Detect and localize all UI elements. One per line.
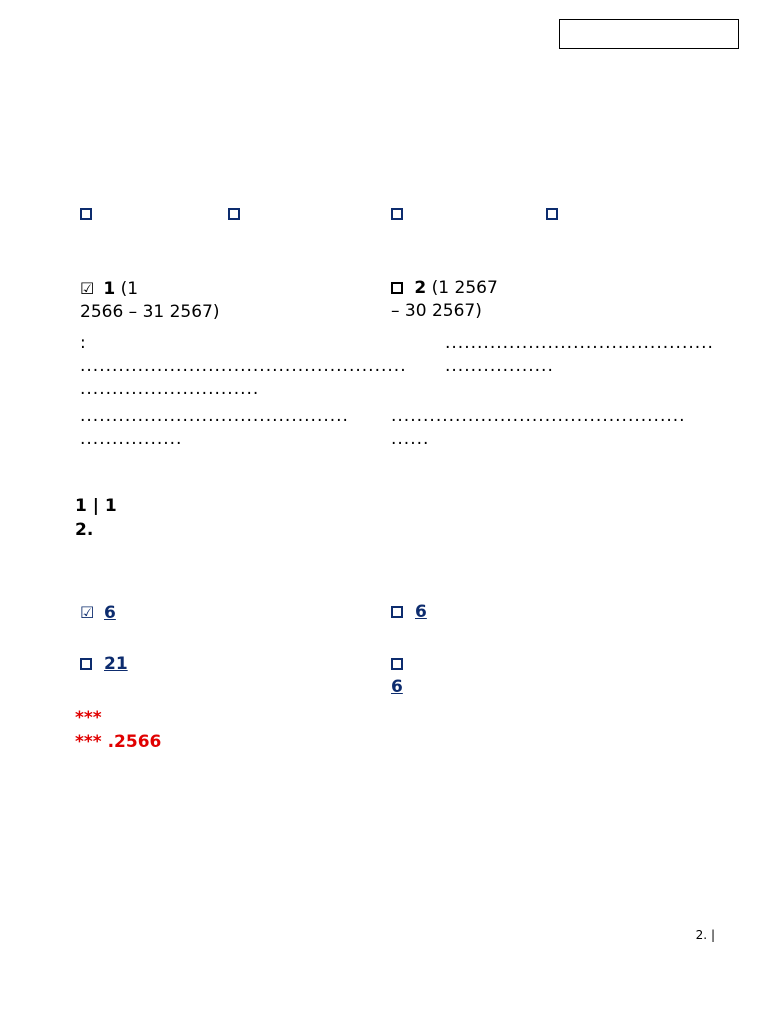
answer-4[interactable] (391, 653, 711, 699)
note-2-prefix: *** (75, 732, 102, 752)
field-2[interactable] (445, 332, 715, 378)
checked-box-icon[interactable]: ☑ (80, 603, 95, 622)
field-4-fill-line-2[interactable]: ...... (391, 429, 430, 449)
checkbox-icon[interactable] (391, 208, 403, 220)
title-line-3 (70, 114, 718, 138)
notes (75, 706, 715, 754)
checkbox-icon[interactable] (546, 208, 558, 220)
footer-separator: | (710, 928, 715, 942)
answer-4-number: 6 (391, 677, 403, 697)
name-field[interactable] (80, 332, 425, 401)
checkbox-icon[interactable] (80, 208, 92, 220)
field-3[interactable] (80, 405, 380, 451)
semester-1-number: 1 (103, 279, 116, 299)
semester-2-year-start: 2567 (454, 278, 498, 298)
title-line-4 (70, 138, 718, 162)
section-separator: | (92, 496, 99, 516)
answer-2-number: 6 (415, 602, 427, 622)
semester-1-year-start: 2566 – 31 (80, 302, 170, 322)
page-footer (70, 927, 715, 943)
checked-box-icon[interactable]: ☑ (80, 279, 95, 298)
note-2-end: .2566 (107, 732, 162, 752)
semester-2[interactable] (391, 277, 711, 323)
semester-1[interactable] (80, 277, 380, 324)
answer-1-number: 6 (104, 603, 116, 623)
semester-2-range-end: – 30 (391, 301, 432, 321)
option-2[interactable] (228, 203, 378, 226)
field-4[interactable] (391, 405, 711, 451)
semester-2-number: 2 (414, 278, 427, 298)
checkbox-icon[interactable] (391, 282, 403, 294)
section-number-2: 1 (104, 496, 117, 516)
field-2-fill-line-2[interactable]: ................. (445, 356, 554, 376)
name-fill-line-2[interactable]: ............................ (80, 379, 260, 399)
answer-1[interactable] (80, 601, 380, 625)
title-line-1 (70, 66, 718, 90)
section-heading (75, 495, 715, 518)
option-1[interactable] (80, 203, 215, 226)
checkbox-icon[interactable] (391, 658, 403, 670)
note-1 (75, 706, 715, 730)
title-line-2 (70, 90, 718, 114)
section-number: 1 (75, 496, 87, 516)
checkbox-icon[interactable] (80, 658, 92, 670)
title-line-5 (70, 162, 718, 186)
name-colon: : (80, 333, 86, 353)
option-3[interactable] (391, 203, 536, 226)
semester-1-year-end: 2567) (169, 302, 220, 322)
field-3-fill-line-1[interactable]: .......................................... (80, 406, 349, 426)
field-4-fill-line-1[interactable]: .............................................. (391, 406, 686, 426)
option-4[interactable] (546, 203, 696, 226)
question-number: 2. (75, 520, 94, 540)
question-2 (75, 519, 715, 542)
note-1-prefix: *** (75, 708, 102, 728)
form-code-box (559, 19, 739, 49)
answer-3-number: 21 (104, 654, 128, 674)
footer-line-1 (70, 927, 715, 943)
checkbox-icon[interactable] (228, 208, 240, 220)
name-fill-line-1[interactable]: ................................................... (80, 356, 407, 376)
semester-2-year-end: 2567) (431, 301, 482, 321)
answer-2[interactable] (391, 601, 711, 624)
field-2-fill-line-1[interactable]: .......................................... (445, 333, 714, 353)
note-2 (75, 730, 715, 754)
answer-3[interactable] (80, 653, 380, 676)
semester-2-range: (1 (431, 278, 455, 298)
semester-1-range: (1 (120, 279, 139, 299)
footer-number: 2. (695, 928, 708, 942)
document-title (70, 66, 718, 186)
field-3-fill-line-2[interactable]: ................ (80, 429, 183, 449)
checkbox-icon[interactable] (391, 606, 403, 618)
